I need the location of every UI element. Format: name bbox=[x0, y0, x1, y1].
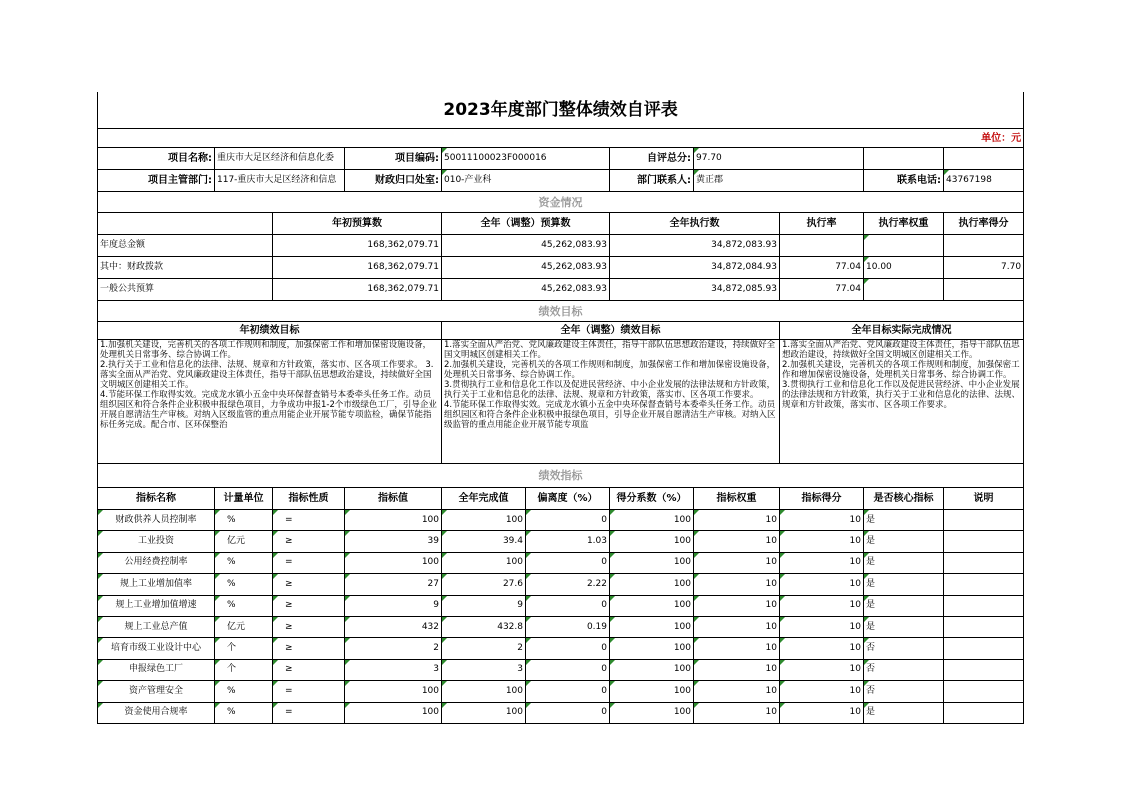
indicator-row bbox=[98, 659, 1024, 680]
indicator-core: 是 bbox=[864, 574, 944, 595]
funds-adjusted: 45,262,083.93 bbox=[442, 235, 610, 257]
blank-cell bbox=[98, 213, 273, 235]
indicator-dev: 0 bbox=[526, 595, 610, 616]
indicator-weight: 10 bbox=[694, 595, 780, 616]
indicator-note bbox=[944, 531, 1024, 552]
funds-rate bbox=[780, 235, 864, 257]
goals-header-actual: 全年目标实际完成情况 bbox=[780, 322, 1024, 340]
indicator-score: 10 bbox=[780, 574, 864, 595]
indicator-row bbox=[98, 531, 1024, 552]
indicator-done: 2 bbox=[442, 638, 526, 659]
indicator-dev: 0.19 bbox=[526, 616, 610, 637]
indicators-section-row bbox=[98, 464, 1024, 488]
indicator-done: 9 bbox=[442, 595, 526, 616]
indicator-value: 100 bbox=[345, 681, 442, 702]
page-title: 2023年度部门整体绩效自评表 bbox=[98, 92, 1024, 129]
indicator-value: 100 bbox=[345, 510, 442, 531]
indicator-done: 39.4 bbox=[442, 531, 526, 552]
indicator-unit: 个 bbox=[215, 659, 273, 680]
dept-label: 项目主管部门: bbox=[98, 170, 215, 192]
indicator-score: 10 bbox=[780, 531, 864, 552]
funds-row-name: 一般公共预算 bbox=[98, 279, 273, 301]
indicator-core: 否 bbox=[864, 638, 944, 659]
indicator-unit: % bbox=[215, 510, 273, 531]
indicator-weight: 10 bbox=[694, 681, 780, 702]
indicator-name: 资产管理安全 bbox=[98, 681, 215, 702]
funds-header-weight: 执行率权重 bbox=[864, 213, 944, 235]
funds-initial: 168,362,079.71 bbox=[273, 235, 442, 257]
indicator-value: 100 bbox=[345, 552, 442, 573]
indicator-name: 培育市级工业设计中心 bbox=[98, 638, 215, 659]
indicator-row bbox=[98, 702, 1024, 723]
indicator-note bbox=[944, 574, 1024, 595]
indicator-note bbox=[944, 659, 1024, 680]
indicator-coef: 100 bbox=[610, 659, 694, 680]
indicator-header: 指标得分 bbox=[780, 488, 864, 510]
indicator-header: 全年完成值 bbox=[442, 488, 526, 510]
indicator-nature: = bbox=[273, 681, 345, 702]
indicators-section-title: 绩效指标 bbox=[98, 464, 1024, 488]
funds-score bbox=[944, 235, 1024, 257]
indicator-weight: 10 bbox=[694, 574, 780, 595]
indicator-score: 10 bbox=[780, 659, 864, 680]
indicator-name: 资金使用合规率 bbox=[98, 702, 215, 723]
indicator-unit: % bbox=[215, 681, 273, 702]
indicator-row bbox=[98, 552, 1024, 573]
indicator-weight: 10 bbox=[694, 616, 780, 637]
funds-header-score: 执行率得分 bbox=[944, 213, 1024, 235]
project-code-value: 50011100023F000016 bbox=[442, 148, 610, 170]
funds-header-adjusted: 全年（调整）预算数 bbox=[442, 213, 610, 235]
indicator-note bbox=[944, 595, 1024, 616]
funds-weight bbox=[864, 279, 944, 301]
project-name-label: 项目名称: bbox=[98, 148, 215, 170]
indicator-row bbox=[98, 595, 1024, 616]
indicator-note bbox=[944, 616, 1024, 637]
goals-initial-text: 1.加强机关建设，完善机关的各项工作规则和制度，加强保密工作和增加保密设施设备，处理机关日常事务、综合协调工作。 2.执行关于工业和信息化的法律、法规、规章和方针政策，落实市、区各项工作要求。 3.落实全面从严治党、党风廉政建设主体责任，指导干部队伍思想政治建设，持续做好全国文明城区创建相关工作。 4.节能环保工作取得实效。完成龙水镇小五金中央环保督查销号本委牵头任务工作。动员组织园区和符合条件企业积极申报绿色项目，力争成功申报1-2个市级绿色工厂，引导企业开展自愿清洁生产审核。对纳入区级监管的重点用能企业开展节能专项监检，确保节能指标任务完成。配合市、区环保整治 bbox=[98, 340, 442, 464]
indicator-dev: 2.22 bbox=[526, 574, 610, 595]
indicator-header: 指标性质 bbox=[273, 488, 345, 510]
indicator-coef: 100 bbox=[610, 552, 694, 573]
blank-cell bbox=[864, 148, 944, 170]
phone-label: 联系电话: bbox=[864, 170, 944, 192]
goals-section-row bbox=[98, 301, 1024, 322]
indicator-row bbox=[98, 510, 1024, 531]
funds-row bbox=[98, 235, 1024, 257]
funds-score bbox=[944, 279, 1024, 301]
funds-header-rate: 执行率 bbox=[780, 213, 864, 235]
indicator-header: 指标权重 bbox=[694, 488, 780, 510]
indicator-score: 10 bbox=[780, 595, 864, 616]
indicator-row bbox=[98, 616, 1024, 637]
goals-header-adjusted: 全年（调整）绩效目标 bbox=[442, 322, 780, 340]
funds-row-name: 其中：财政拨款 bbox=[98, 257, 273, 279]
indicator-value: 39 bbox=[345, 531, 442, 552]
indicator-dev: 0 bbox=[526, 702, 610, 723]
indicator-nature: ≥ bbox=[273, 595, 345, 616]
goals-header-row bbox=[98, 322, 1024, 340]
funds-adjusted: 45,262,083.93 bbox=[442, 279, 610, 301]
indicator-weight: 10 bbox=[694, 659, 780, 680]
goals-section-title: 绩效目标 bbox=[98, 301, 1024, 322]
indicator-dev: 1.03 bbox=[526, 531, 610, 552]
funds-executed: 34,872,084.93 bbox=[610, 257, 780, 279]
indicator-unit: % bbox=[215, 702, 273, 723]
indicator-score: 10 bbox=[780, 510, 864, 531]
indicator-note bbox=[944, 702, 1024, 723]
indicator-name: 规上工业总产值 bbox=[98, 616, 215, 637]
funds-rate: 77.04 bbox=[780, 279, 864, 301]
indicator-nature: ≥ bbox=[273, 574, 345, 595]
indicator-nature: ≥ bbox=[273, 531, 345, 552]
indicator-value: 2 bbox=[345, 638, 442, 659]
indicator-name: 工业投资 bbox=[98, 531, 215, 552]
indicator-coef: 100 bbox=[610, 574, 694, 595]
indicator-row bbox=[98, 681, 1024, 702]
funds-initial: 168,362,079.71 bbox=[273, 257, 442, 279]
indicator-core: 是 bbox=[864, 702, 944, 723]
indicator-coef: 100 bbox=[610, 510, 694, 531]
indicator-dev: 0 bbox=[526, 552, 610, 573]
indicator-note bbox=[944, 510, 1024, 531]
indicator-header: 偏离度（%） bbox=[526, 488, 610, 510]
indicator-core: 是 bbox=[864, 595, 944, 616]
indicator-unit: 个 bbox=[215, 638, 273, 659]
contact-value: 黄正郡 bbox=[694, 170, 864, 192]
funds-header-initial: 年初预算数 bbox=[273, 213, 442, 235]
indicator-dev: 0 bbox=[526, 510, 610, 531]
funds-header-row bbox=[98, 213, 1024, 235]
indicator-nature: ≥ bbox=[273, 638, 345, 659]
indicator-value: 3 bbox=[345, 659, 442, 680]
indicator-coef: 100 bbox=[610, 702, 694, 723]
indicator-value: 9 bbox=[345, 595, 442, 616]
indicator-nature: = bbox=[273, 552, 345, 573]
finance-dept-value: 010-产业科 bbox=[442, 170, 610, 192]
indicator-header: 指标名称 bbox=[98, 488, 215, 510]
info-row-1 bbox=[98, 148, 1024, 170]
indicator-coef: 100 bbox=[610, 595, 694, 616]
indicator-name: 财政供养人员控制率 bbox=[98, 510, 215, 531]
evaluation-table bbox=[97, 92, 1024, 724]
self-score-value: 97.70 bbox=[694, 148, 864, 170]
indicator-header: 得分系数（%） bbox=[610, 488, 694, 510]
indicator-row bbox=[98, 574, 1024, 595]
indicator-core: 是 bbox=[864, 531, 944, 552]
indicator-core: 是 bbox=[864, 552, 944, 573]
indicator-score: 10 bbox=[780, 638, 864, 659]
unit-label: 单位：元 bbox=[98, 129, 1024, 148]
goals-actual-text: 1.落实全面从严治党、党风廉政建设主体责任，指导干部队伍思想政治建设，持续做好全国文明城区创建相关工作。 2.加强机关建设，完善机关的各项工作规则和制度，加强保密工作和增加保密设施设备，处理机关日常事务、综合协调工作。 3.贯彻执行工业和信息化工作以及促进民营经济、中小企业发展的法律法规和方针政策，执行关于工业和信息化的法律、法规、规章和方针政策，落实市、区各项工作要求。 bbox=[780, 340, 1024, 464]
funds-section-title: 资金情况 bbox=[98, 192, 1024, 213]
indicator-name: 规上工业增加值率 bbox=[98, 574, 215, 595]
contact-label: 部门联系人: bbox=[610, 170, 694, 192]
indicator-weight: 10 bbox=[694, 531, 780, 552]
indicator-done: 27.6 bbox=[442, 574, 526, 595]
indicator-note bbox=[944, 681, 1024, 702]
indicator-name: 申报绿色工厂 bbox=[98, 659, 215, 680]
funds-score: 7.70 bbox=[944, 257, 1024, 279]
indicator-coef: 100 bbox=[610, 531, 694, 552]
self-evaluation-sheet bbox=[97, 92, 1023, 724]
indicator-coef: 100 bbox=[610, 638, 694, 659]
indicator-nature: ≥ bbox=[273, 659, 345, 680]
indicator-score: 10 bbox=[780, 616, 864, 637]
indicator-value: 27 bbox=[345, 574, 442, 595]
indicator-weight: 10 bbox=[694, 638, 780, 659]
indicator-weight: 10 bbox=[694, 702, 780, 723]
indicator-core: 否 bbox=[864, 681, 944, 702]
indicator-value: 100 bbox=[345, 702, 442, 723]
indicator-done: 100 bbox=[442, 510, 526, 531]
indicator-done: 432.8 bbox=[442, 616, 526, 637]
indicators-header-row bbox=[98, 488, 1024, 510]
indicator-header: 是否核心指标 bbox=[864, 488, 944, 510]
goals-header-initial: 年初绩效目标 bbox=[98, 322, 442, 340]
indicator-weight: 10 bbox=[694, 552, 780, 573]
indicator-row bbox=[98, 638, 1024, 659]
indicator-value: 432 bbox=[345, 616, 442, 637]
funds-header-executed: 全年执行数 bbox=[610, 213, 780, 235]
goals-content-row bbox=[98, 340, 1024, 464]
funds-row bbox=[98, 279, 1024, 301]
funds-rate: 77.04 bbox=[780, 257, 864, 279]
self-score-label: 自评总分: bbox=[610, 148, 694, 170]
indicator-done: 100 bbox=[442, 702, 526, 723]
indicator-header: 指标值 bbox=[345, 488, 442, 510]
indicator-core: 是 bbox=[864, 616, 944, 637]
indicator-nature: = bbox=[273, 702, 345, 723]
funds-executed: 34,872,083.93 bbox=[610, 235, 780, 257]
indicator-core: 否 bbox=[864, 659, 944, 680]
indicator-unit: % bbox=[215, 552, 273, 573]
blank-cell bbox=[944, 148, 1024, 170]
indicator-note bbox=[944, 552, 1024, 573]
indicator-core: 是 bbox=[864, 510, 944, 531]
funds-executed: 34,872,085.93 bbox=[610, 279, 780, 301]
finance-dept-label: 财政归口处室: bbox=[345, 170, 442, 192]
indicator-done: 100 bbox=[442, 552, 526, 573]
funds-row bbox=[98, 257, 1024, 279]
project-code-label: 项目编码: bbox=[345, 148, 442, 170]
indicator-dev: 0 bbox=[526, 659, 610, 680]
indicator-score: 10 bbox=[780, 552, 864, 573]
indicator-unit: % bbox=[215, 595, 273, 616]
indicator-header: 说明 bbox=[944, 488, 1024, 510]
indicator-unit: % bbox=[215, 574, 273, 595]
indicator-nature: = bbox=[273, 510, 345, 531]
indicator-header: 计量单位 bbox=[215, 488, 273, 510]
goals-adjusted-text: 1.落实全面从严治党、党风廉政建设主体责任，指导干部队伍思想政治建设，持续做好全国文明城区创建相关工作。 2.加强机关建设，完善机关的各项工作规则和制度，加强保密工作和增加保密设施设备，处理机关日常事务、综合协调工作。 3.贯彻执行工业和信息化工作以及促进民营经济、中小企业发展的法律法规和方针政策，执行关于工业和信息化的法律、法规、规章和方针政策，落实市、区各项工作要求。 4.节能环保工作取得实效。完成龙水镇小五金中央环保督查销号本委牵头任务工作。动员组织园区和符合条件企业积极申报绿色项目，引导企业开展自愿清洁生产审核。对纳入区级监管的重点用能企业开展节能专项监 bbox=[442, 340, 780, 464]
funds-row-name: 年度总金额 bbox=[98, 235, 273, 257]
funds-adjusted: 45,262,083.93 bbox=[442, 257, 610, 279]
indicator-name: 公用经费控制率 bbox=[98, 552, 215, 573]
table-body bbox=[98, 92, 1024, 723]
indicator-coef: 100 bbox=[610, 681, 694, 702]
funds-initial: 168,362,079.71 bbox=[273, 279, 442, 301]
indicator-name: 规上工业增加值增速 bbox=[98, 595, 215, 616]
indicator-unit: 亿元 bbox=[215, 616, 273, 637]
indicator-dev: 0 bbox=[526, 638, 610, 659]
indicator-coef: 100 bbox=[610, 616, 694, 637]
indicator-score: 10 bbox=[780, 681, 864, 702]
dept-value: 117-重庆市大足区经济和信息 bbox=[215, 170, 345, 192]
funds-weight: 10.00 bbox=[864, 257, 944, 279]
indicator-done: 3 bbox=[442, 659, 526, 680]
indicator-note bbox=[944, 638, 1024, 659]
info-row-2 bbox=[98, 170, 1024, 192]
funds-weight bbox=[864, 235, 944, 257]
indicator-done: 100 bbox=[442, 681, 526, 702]
indicator-score: 10 bbox=[780, 702, 864, 723]
indicator-dev: 0 bbox=[526, 681, 610, 702]
phone-value: 43767198 bbox=[944, 170, 1024, 192]
indicator-weight: 10 bbox=[694, 510, 780, 531]
indicator-unit: 亿元 bbox=[215, 531, 273, 552]
project-name-value: 重庆市大足区经济和信息化委 bbox=[215, 148, 345, 170]
indicator-nature: ≥ bbox=[273, 616, 345, 637]
